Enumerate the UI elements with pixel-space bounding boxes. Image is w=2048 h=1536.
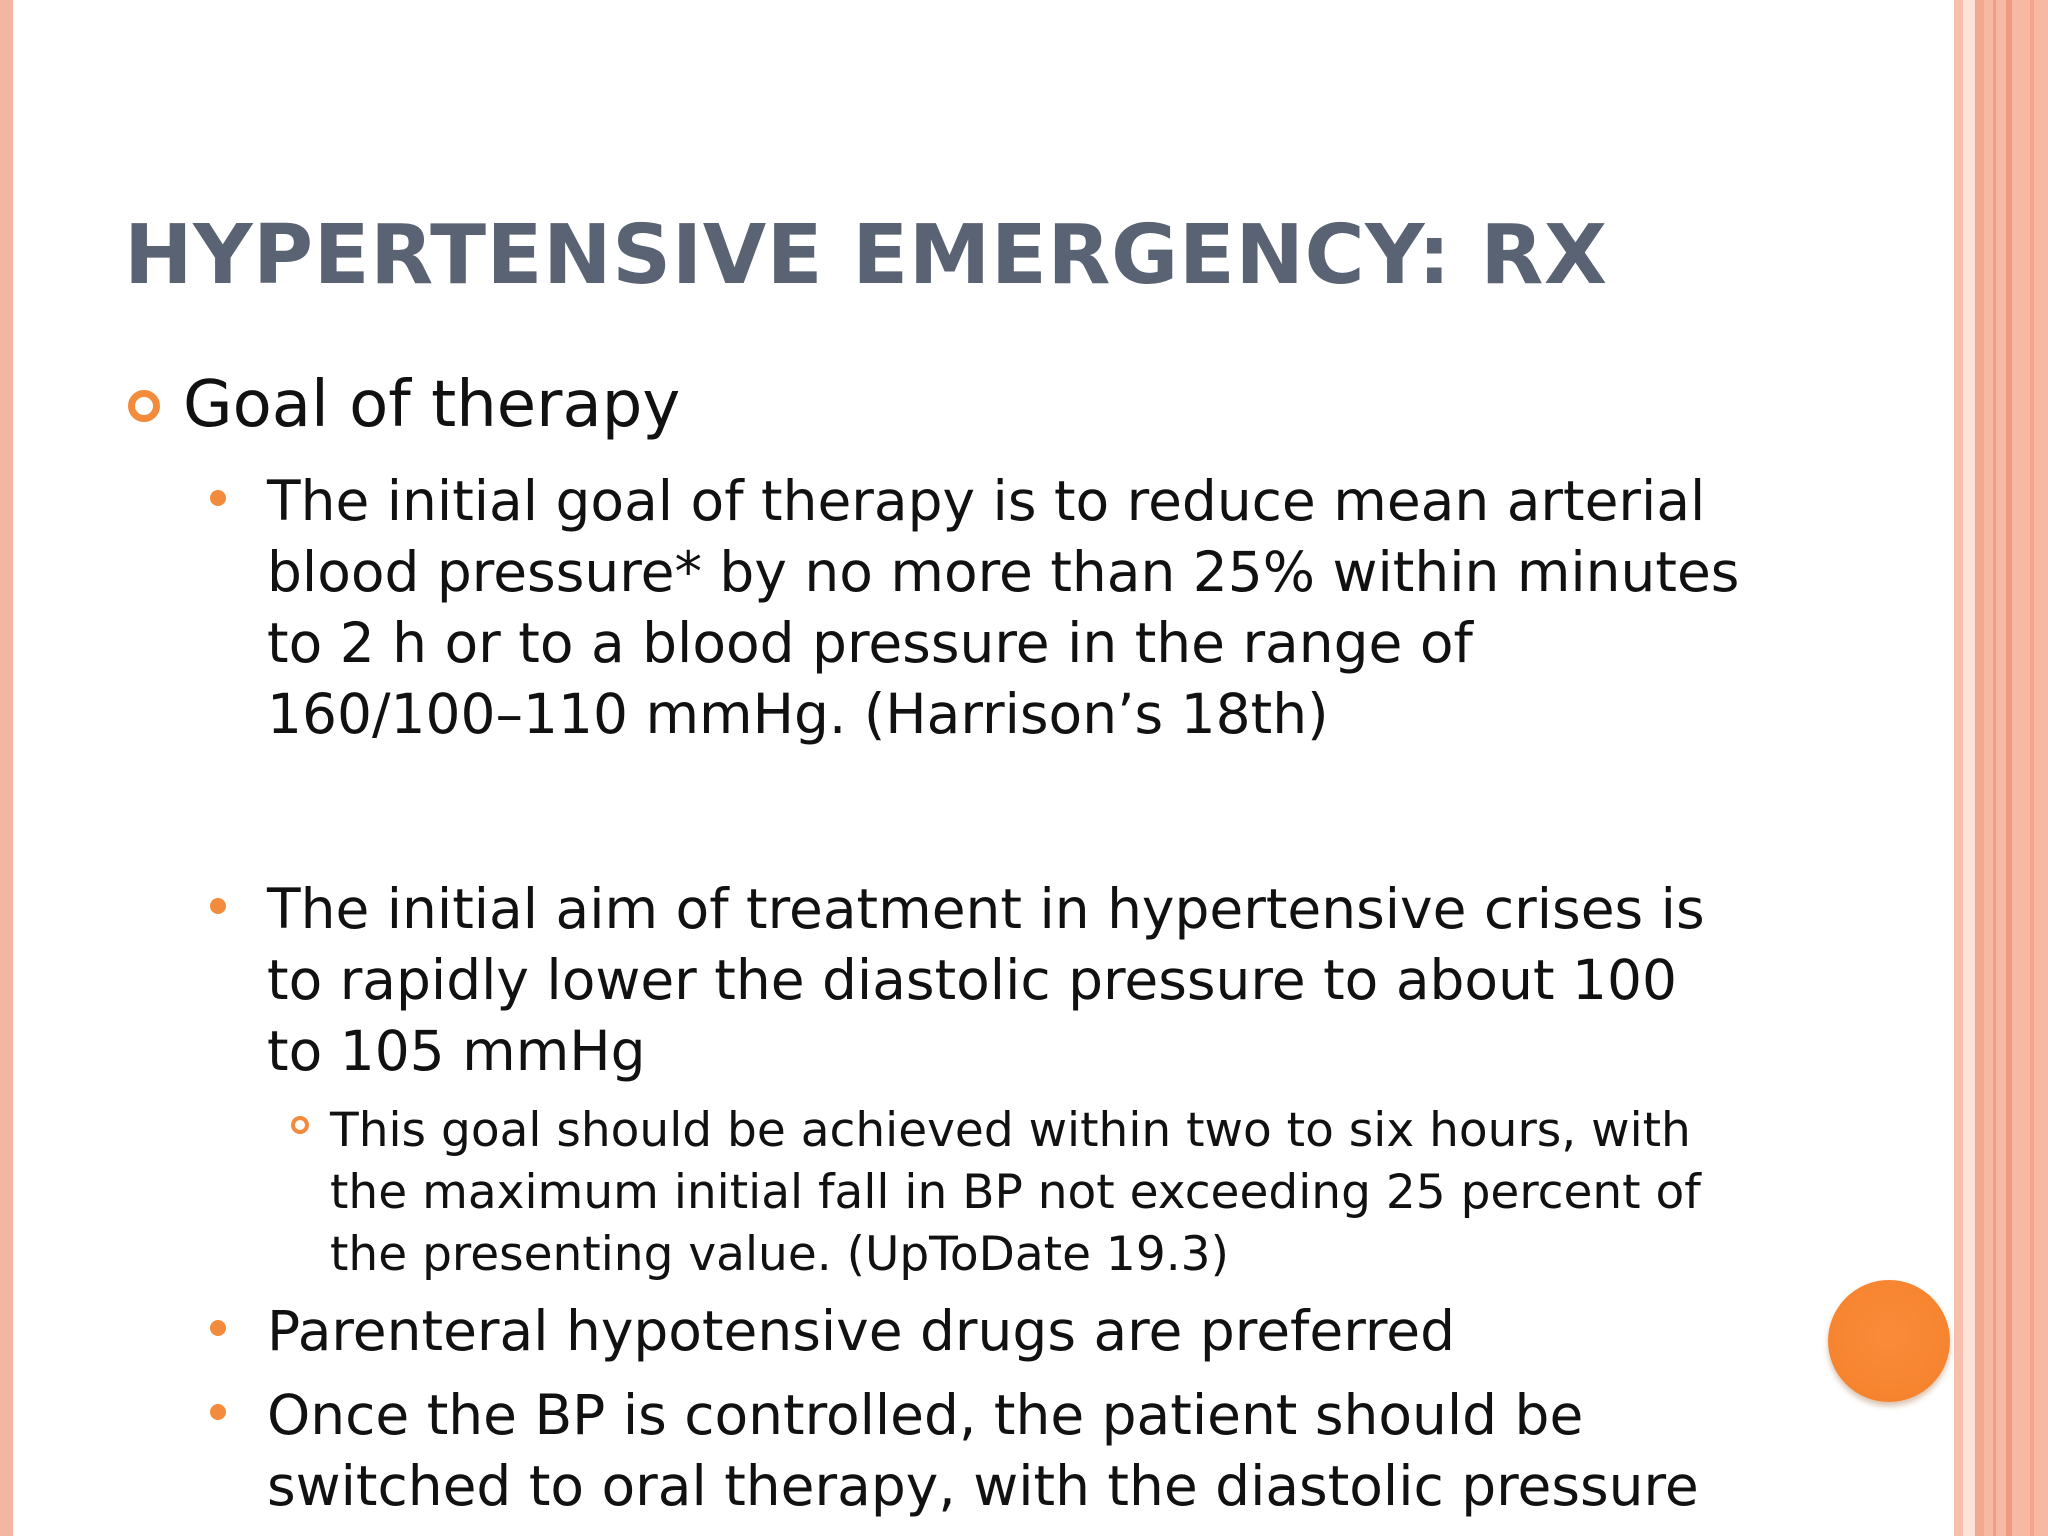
text-line: the maximum initial fall in BP not exceeding 25 percent of — [330, 1165, 1701, 1220]
level1-heading: Goal of therapy — [183, 368, 681, 442]
slide-title: HYPERTENSIVE EMERGENCY: RX — [124, 208, 1608, 303]
dot-bullet-icon — [210, 1404, 226, 1420]
text-line: to 105 mmHg — [267, 1019, 646, 1083]
text-line: switched to oral therapy, with the diastolic pressure — [267, 1454, 1699, 1518]
bullet-item-3 — [267, 1296, 1767, 1367]
dot-bullet-icon — [210, 898, 226, 914]
right-border-band — [1954, 0, 1963, 1536]
sub-bullet-item — [330, 1100, 1780, 1286]
text-line: This goal should be achieved within two to six hours, with — [330, 1103, 1691, 1158]
text-line: the presenting value. (UpToDate 19.3) — [330, 1227, 1229, 1282]
ring-bullet-icon — [128, 390, 160, 422]
dot-bullet-icon — [210, 490, 226, 506]
bullet-item-1 — [267, 466, 1767, 750]
text-line: blood pressure* by no more than 25% within minutes — [267, 540, 1740, 604]
right-border-band — [2006, 0, 2012, 1536]
right-border-band — [2030, 0, 2034, 1536]
text-line: The initial aim of treatment in hypertensive crises is — [267, 877, 1705, 941]
right-border-band — [1975, 0, 1984, 1536]
bullet-item-4 — [267, 1380, 1767, 1522]
bullet-item-2 — [267, 874, 1767, 1087]
text-line: to rapidly lower the diastolic pressure to about 100 — [267, 948, 1677, 1012]
dot-bullet-icon — [210, 1320, 226, 1336]
text-line: Parenteral hypotensive drugs are preferred — [267, 1299, 1456, 1363]
text-line: to 2 h or to a blood pressure in the range of — [267, 611, 1473, 675]
right-border-band — [1993, 0, 1996, 1536]
ring-bullet-icon — [291, 1116, 309, 1134]
left-border-stripe — [0, 0, 13, 1536]
text-line: The initial goal of therapy is to reduce mean arterial — [267, 469, 1706, 533]
orange-circle-button[interactable] — [1828, 1280, 1950, 1402]
right-border-band — [1963, 0, 1975, 1536]
text-line: Once the BP is controlled, the patient should be — [267, 1383, 1584, 1447]
text-line: 160/100–110 mmHg. (Harrison’s 18th) — [267, 682, 1329, 746]
